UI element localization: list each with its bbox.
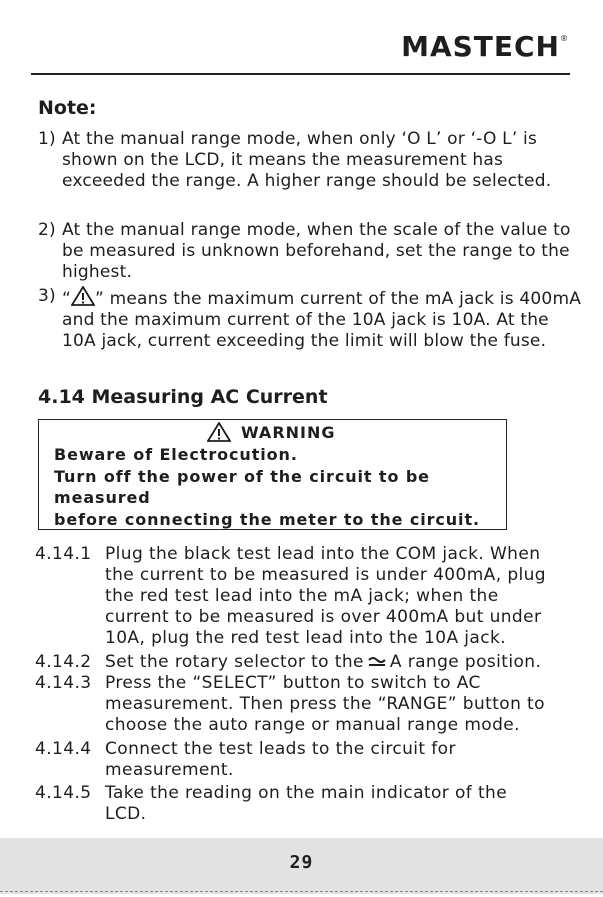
note-item-number: 3) <box>38 286 56 306</box>
step-text: Set the rotary selector to the A range position. <box>105 652 542 672</box>
step-number: 4.14.3 <box>35 673 92 693</box>
step-text-continued: the current to be measured is under 400mA, plug the red test lead into the mA jack; when the current to be measured is over 400mA but under 10A, plug the red test lead into the 10A jack. <box>105 565 546 648</box>
warning-line: measured <box>54 488 151 507</box>
page-number: 29 <box>289 852 314 873</box>
note-item-text: “ ” means the maximum current of the mA jack is 400mA and the maximum current of the 10A jack is 10A. At the 10A jack, current exceeding the limit will blow the fuse. <box>62 286 582 352</box>
warning-triangle-icon <box>71 286 95 306</box>
ac-current-symbol-icon <box>368 656 386 668</box>
step-text: Plug the black test lead into the COM jack. When <box>105 544 541 564</box>
step-text-continued: measurement. Then press the “RANGE” button to choose the auto range or manual range mode. <box>105 694 545 735</box>
footer-dashed-line <box>0 891 603 892</box>
step-text: Press the “SELECT” button to switch to AC <box>105 673 481 693</box>
note-item-text: At the manual range mode, when the scale of the value to be measured is unknown beforehand, set the range to the highest. <box>62 220 571 282</box>
step-text: Connect the test leads to the circuit for <box>105 739 456 759</box>
warning-line: before connecting the meter to the circuit. <box>54 510 480 529</box>
note-heading: Note: <box>38 97 97 119</box>
warning-line: Beware of Electrocution. <box>54 445 298 464</box>
brand-logo: MASTECH® <box>401 30 569 63</box>
step-number: 4.14.2 <box>35 652 92 672</box>
section-heading: 4.14 Measuring AC Current <box>38 386 328 408</box>
step-number: 4.14.4 <box>35 739 92 759</box>
warning-triangle-icon <box>207 422 231 442</box>
warning-title: WARNING <box>207 422 336 442</box>
note-item-text: At the manual range mode, when only ‘O L’ or ‘-O L’ is shown on the LCD, it means the measurement has exceeded the range. A higher range should be selected. <box>62 129 552 191</box>
warning-box <box>38 419 507 530</box>
header-rule <box>31 73 570 75</box>
step-text-continued: measurement. <box>105 760 234 780</box>
step-text-continued: LCD. <box>105 804 147 824</box>
note-item-number: 2) <box>38 220 56 240</box>
step-text: Take the reading on the main indicator of the <box>105 783 508 803</box>
note-item-number: 1) <box>38 129 56 149</box>
warning-line: Turn off the power of the circuit to be <box>54 467 430 486</box>
page-footer <box>0 838 603 894</box>
step-number: 4.14.5 <box>35 783 92 803</box>
step-number: 4.14.1 <box>35 544 92 564</box>
